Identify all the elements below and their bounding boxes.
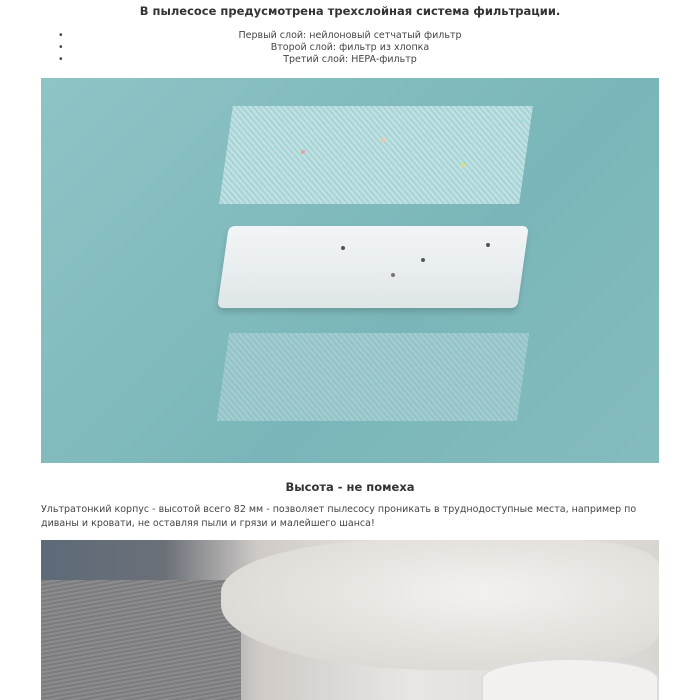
filter-layers-image [41,78,659,463]
pillow [221,540,659,670]
dust-particle [381,138,385,142]
filter-layers-list [0,30,700,66]
height-description: Ультратонкий корпус - высотой всего 82 мм - позволяет пылесосу проникать в труднодоступные места, например по диваны и кровати, не оставляя пыли и грязи и малейшего шанса! [41,504,637,529]
nylon-mesh-layer [219,106,533,204]
dust-particle [301,150,305,154]
dust-particle [421,258,425,262]
robot-under-bed-image [41,540,659,700]
list-item: • Первый слой: нейлоновый сетчатый фильтр [0,30,700,42]
dust-particle [521,118,525,122]
robot-vacuum [481,658,659,700]
list-item: • Второй слой: фильтр из хлопка [0,42,700,54]
cotton-filter-layer [217,226,529,308]
list-item: • Третий слой: HEPA-фильтр [0,54,700,66]
dust-particle [486,243,490,247]
section-title-height: Высота - не помеха [285,480,415,494]
dust-particle [391,273,395,277]
dust-particle [461,163,465,167]
section-title-filtration: В пылесосе предусмотрена трехслойная система фильтрации. [139,4,561,18]
carpet [41,580,241,700]
hepa-filter-layer [217,333,529,421]
dust-particle [341,246,345,250]
